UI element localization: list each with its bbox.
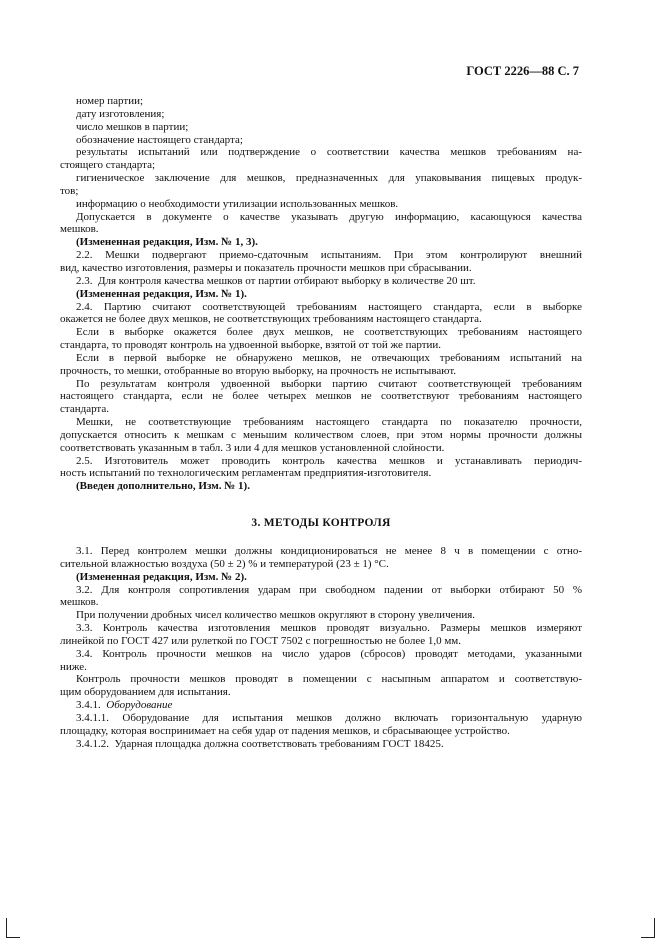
paragraph-line: 2.4. Партию считают соответствующей требованиям настоящего стандарта, если в выборке — [76, 300, 582, 313]
paragraph — [60, 545, 582, 571]
paragraph — [60, 352, 582, 378]
paragraph-line: ность испытаний по технологическим регламентам предприятия-изготовителя. — [60, 467, 432, 480]
paragraph — [60, 699, 582, 712]
amendment-note: (Измененная редакция, Изм. № 1). — [76, 287, 247, 300]
subheading-number: 3.4.1. — [76, 699, 107, 712]
paragraph-line: мешков. — [60, 223, 99, 236]
section-2-text — [60, 95, 582, 493]
paragraph-line: 2.2. Мешки подвергают приемо-сдаточным испытаниям. При этом контролируют внешний — [76, 249, 582, 262]
paragraph-line: ниже. — [60, 660, 87, 673]
paragraph-line: площадку, которая воспринимает на себя удар от падения мешков, и сбрасывающее устройство. — [60, 724, 510, 737]
paragraph-line: настоящего стандарта, если не более четырех мешков не соответствуют требованиям настоящего — [60, 390, 582, 403]
paragraph — [60, 236, 582, 249]
paragraph-line: вид, качество изготовления, размеры и показатель прочности мешков при сбрасывании. — [60, 261, 472, 274]
paragraph — [60, 584, 582, 610]
paragraph-line: номер партии; — [76, 95, 144, 107]
paragraph — [60, 249, 582, 275]
paragraph-line: 2.3. Для контроля качества мешков от партии отбирают выборку в количестве 20 шт. — [76, 274, 476, 287]
paragraph-line: Если в выборке окажется более двух мешков, не соответствующих требованиям настоящего — [76, 326, 582, 339]
paragraph-line: 3.4.1.2. Ударная площадка должна соответствовать требованиям ГОСТ 18425. — [76, 737, 444, 750]
crop-mark — [6, 937, 20, 938]
paragraph-line: 2.5. Изготовитель может проводить контроль качества мешков и устанавливать периодич- — [76, 454, 582, 467]
paragraph-line — [60, 699, 582, 712]
paragraph — [60, 172, 582, 198]
paragraph — [60, 712, 582, 738]
paragraph — [60, 211, 582, 237]
paragraph — [60, 146, 582, 172]
amendment-note: (Измененная редакция, Изм. № 1, 3). — [76, 236, 258, 249]
paragraph — [60, 648, 582, 674]
paragraph-line: Допускается в документе о качестве указывать другую информацию, касающуюся качества — [76, 210, 582, 223]
paragraph-line: информацию о необходимости утилизации использованных мешков. — [76, 197, 399, 210]
paragraph — [60, 571, 582, 584]
amendment-note: (Введен дополнительно, Изм. № 1). — [76, 480, 250, 493]
paragraph — [60, 673, 582, 699]
paragraph-line: результаты испытаний или подтверждение о соответствии качества мешков требованиям на- — [76, 146, 582, 159]
subheading-title: Оборудование — [106, 699, 173, 712]
paragraph — [60, 455, 582, 481]
paragraph-line: 3.2. Для контроля сопротивления ударам при свободном падении от выборки отбирают 50 % — [76, 583, 582, 596]
paragraph-line: щим оборудованием для испытания. — [60, 686, 231, 699]
paragraph-line: допускается относить к мешкам с меньшим количеством слоев, при этом нормы прочности должны — [60, 428, 582, 441]
paragraph-line: При получении дробных чисел количество мешков округляют в сторону увеличения. — [76, 609, 476, 622]
paragraph — [60, 108, 582, 121]
paragraph-line: Если в первой выборке не обнаружено мешков, не отвечающих требованиям испытаний на — [76, 351, 582, 364]
paragraph — [60, 198, 582, 211]
paragraph-line: 3.3. Контроль качества изготовления мешков проводят визуально. Размеры мешков измеряют — [76, 622, 582, 635]
paragraph-line: 3.4. Контроль прочности мешков на число ударов (сбросов) проводят методами, указанными — [76, 647, 582, 660]
document-body — [60, 95, 582, 751]
paragraph-line: дату изготовления; — [76, 107, 165, 120]
paragraph — [60, 275, 582, 288]
paragraph — [60, 288, 582, 301]
paragraph — [60, 480, 582, 493]
paragraph-line: мешков. — [60, 596, 99, 609]
paragraph — [60, 301, 582, 327]
paragraph — [60, 326, 582, 352]
paragraph-line: гигиеническое заключение для мешков, предназначенных для упаковывания пищевых продук- — [76, 172, 582, 185]
amendment-note: (Измененная редакция, Изм. № 2). — [76, 570, 247, 583]
paragraph-line: линейкой по ГОСТ 427 или рулеткой по ГОСТ 7502 с погрешностью не более 1,0 мм. — [60, 634, 462, 647]
paragraph — [60, 416, 582, 455]
paragraph-line: тов; — [60, 184, 79, 197]
paragraph-line: Мешки, не соответствующие требованиям настоящего стандарта по показателю прочности, — [76, 416, 582, 429]
paragraph-line: число мешков в партии; — [76, 120, 189, 133]
paragraph-line: 3.4.1.1. Оборудование для испытания мешков должно включать горизонтальную ударную — [76, 711, 582, 724]
paragraph-line: прочность, то мешки, отобранные во вторую выборку, на прочность не испытывают. — [60, 364, 457, 377]
paragraph — [60, 609, 582, 622]
paragraph — [60, 121, 582, 134]
crop-mark — [6, 918, 7, 938]
paragraph-line: соответствовать указанным в табл. 3 или 4 для мешков установленной слойности. — [60, 441, 445, 454]
paragraph-line: стоящего стандарта; — [60, 159, 156, 172]
paragraph-line: окажется не более двух мешков, не соответствующих требованиям настоящего стандарта. — [60, 313, 482, 326]
crop-mark — [654, 918, 655, 938]
paragraph-line: стандарта. — [60, 403, 110, 416]
section-3-title: 3. МЕТОДЫ КОНТРОЛЯ — [251, 517, 391, 530]
paragraph — [60, 378, 582, 417]
crop-mark — [641, 937, 655, 938]
page-header: ГОСТ 2226—88 С. 7 — [466, 64, 579, 78]
paragraph-line: Контроль прочности мешков проводят в помещении с насыпным аппаратом и соответствую- — [76, 673, 582, 686]
paragraph-line: стандарта, то проводят контроль на удвоенной выборке, взятой от той же партии. — [60, 339, 442, 352]
paragraph — [60, 95, 582, 108]
section-3-text — [60, 545, 582, 751]
paragraph-line: По результатам контроля удвоенной выборки партию считают соответствующей требованиям — [76, 377, 582, 390]
paragraph-line: 3.1. Перед контролем мешки должны кондиционироваться не менее 8 ч в помещении с отно- — [76, 545, 582, 557]
paragraph — [60, 738, 582, 751]
paragraph — [60, 134, 582, 147]
paragraph-line: сительной влажностью воздуха (50 ± 2) % и температурой (23 ± 1) °С. — [60, 557, 389, 570]
paragraph — [60, 622, 582, 648]
paragraph-line: обозначение настоящего стандарта; — [76, 133, 243, 146]
